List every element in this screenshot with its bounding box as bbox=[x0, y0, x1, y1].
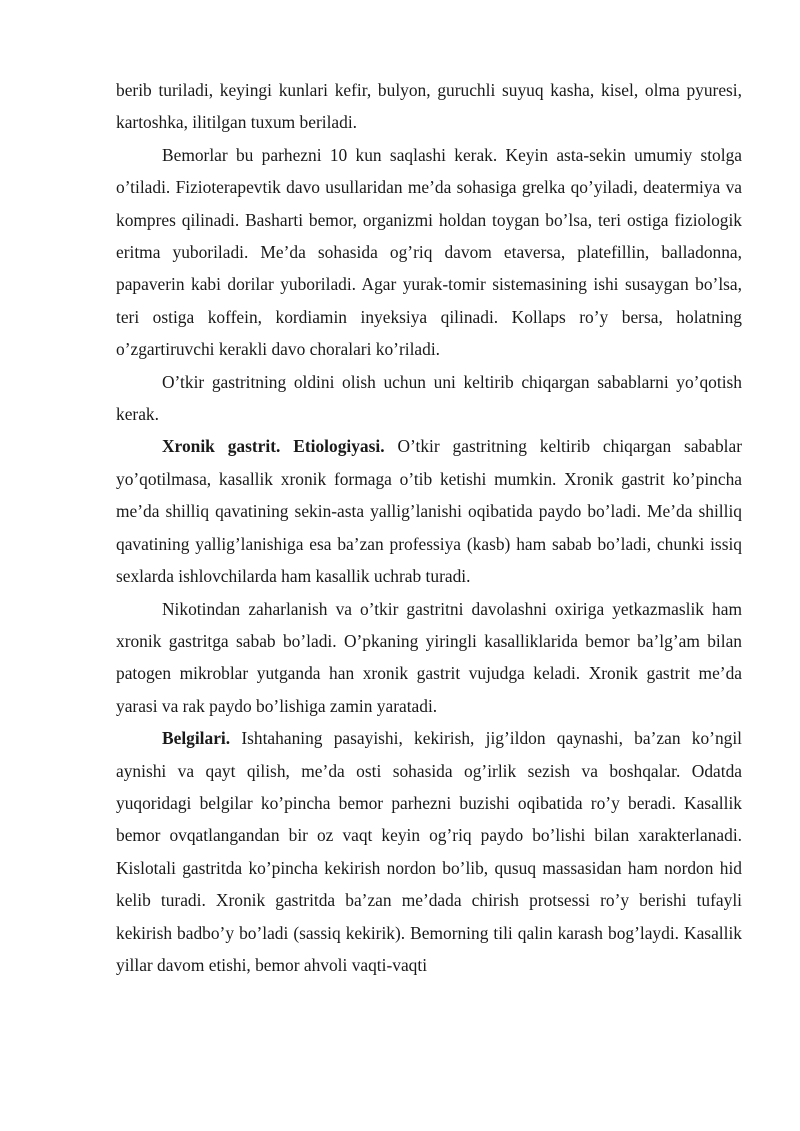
paragraph-text: berib turiladi, keyingi kunlari kefir, bulyon, guruchli suyuq kasha, kisel, olma pyuresi, kartoshka, ilitilgan tuxum beriladi. bbox=[116, 80, 742, 133]
document-body bbox=[116, 74, 742, 981]
paragraph-treatment bbox=[116, 139, 742, 366]
paragraph-prevention bbox=[116, 366, 742, 431]
section-heading-etiology: Xronik gastrit. Etiologiyasi. bbox=[162, 436, 385, 457]
paragraph-symptoms bbox=[116, 722, 742, 981]
paragraph-text: O’tkir gastritning keltirib chiqargan sabablar yo’qotilmasa, kasallik xronik formaga o’tib ketishi mumkin. Xronik gastrit ko’pincha me’da shilliq qavatining sekin-asta yallig’lanishi oqibatida paydo bo’ladi. Me’da shilliq qavatining yallig’lanishiga esa ba’zan professiya (kasb) ham sabab bo’ladi, chunki issiq sexlarda ishlovchilarda ham kasallik uchrab turadi. bbox=[116, 436, 742, 587]
paragraph-text: O’tkir gastritning oldini olish uchun uni keltirib chiqargan sabablarni yo’qotish kerak. bbox=[116, 371, 742, 425]
paragraph-text: Nikotindan zaharlanish va o’tkir gastritni davolashni oxiriga yetkazmaslik ham xronik gastritga sabab bo’ladi. O’pkaning yiringli kasalliklarida bemor ba’lg’am bilan patogen mikroblar yutganda han xronik gastrit vujudga keladi. Xronik gastrit me’da yarasi va rak paydo bo’lishiga zamin yaratadi. bbox=[116, 598, 742, 716]
section-heading-symptoms: Belgilari. bbox=[162, 728, 231, 749]
paragraph-chronic-gastritis-etiology bbox=[116, 430, 742, 592]
paragraph-diet-continuation bbox=[116, 74, 742, 139]
paragraph-text: Ishtahaning pasayishi, kekirish, jig’ildon qaynashi, ba’zan ko’ngil aynishi va qayt qilish, me’da osti sohasida og’irlik sezish va boshqalar. Odatda yuqoridagi belgilar ko’pincha bemor parhezni buzishi oqibatida ro’y beradi. Kasallik bemor ovqatlangandan bir oz vaqt keyin og’riq paydo bo’lishi bilan xarakterlanadi. Kislotali gastritda ko’pincha kekirish nordon bo’lib, qusuq massasidan ham nordon hid kelib turadi. Xronik gastritda ba’zan me’dada chirish protsessi ro’y berishi tufayli kekirish badbo’y bo’ladi (sassiq kekirik). Bemorning tili qalin karash bog’laydi. Kasallik yillar davom etishi, bemor ahvoli vaqti-vaqti bbox=[116, 728, 742, 975]
paragraph-nicotine-causes bbox=[116, 593, 742, 723]
paragraph-text: Bemorlar bu parhezni 10 kun saqlashi kerak. Keyin asta-sekin umumiy stolga o’tiladi. Fizioterapevtik davo usullaridan me’da sohasiga grelka qo’yiladi, deatermiya va kompres qilinadi. Basharti bemor, organizmi holdan toygan bo’lsa, teri ostiga fiziologik eritma yuboriladi. Me’da sohasida og’riq davom etaversa, platefillin, balladonna, papaverin kabi dorilar yuboriladi. Agar yurak-tomir sistemasining ishi susaygan bo’lsa, teri ostiga koffein, kordiamin inyeksiya qilinadi. Kollaps ro’y bersa, holatning o’zgartiruvchi kerakli davo choralari ko’riladi. bbox=[116, 144, 742, 360]
